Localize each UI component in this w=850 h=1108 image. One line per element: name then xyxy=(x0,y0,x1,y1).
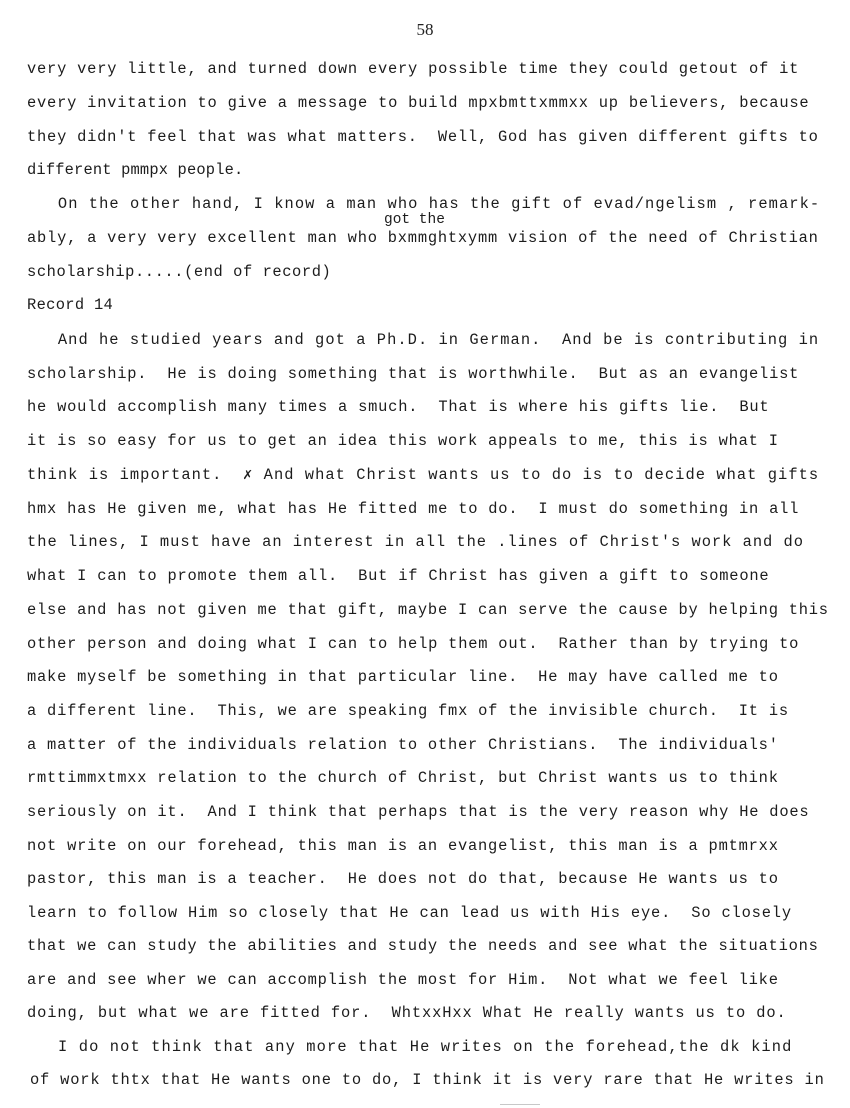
text-line: not write on our forehead, this man is an evangelist, this man is a pmtmrxx xyxy=(27,837,779,855)
text-line: else and has not given me that gift, maybe I can serve the cause by helping this xyxy=(27,601,829,619)
text-line: a matter of the individuals relation to other Christians. The individuals' xyxy=(27,736,779,754)
text-line: the lines, I must have an interest in all the .lines of Christ's work and do xyxy=(27,533,804,551)
text-line: think is important. ✗ And what Christ wants us to do is to decide what gifts xyxy=(27,466,820,484)
text-line: are and see wher we can accomplish the most for Him. Not what we feel like xyxy=(27,971,779,989)
text-line: hmx has He given me, what has He fitted me to do. I must do something in all xyxy=(27,500,800,518)
text-line: he would accomplish many times a smuch. That is where his gifts lie. But xyxy=(27,398,770,416)
text-line: Record 14 xyxy=(27,296,114,314)
text-line: what I can to promote them all. But if Christ has given a gift to someone xyxy=(27,567,770,585)
text-line: very very little, and turned down every possible time they could getout of it xyxy=(27,60,800,78)
text-line: And he studied years and got a Ph.D. in German. And be is contributing in xyxy=(27,331,820,349)
text-line: seriously on it. And I think that perhaps that is the very reason why He does xyxy=(27,803,810,821)
handwritten-insertion: got the xyxy=(384,212,445,228)
text-line: I do not think that any more that He writes on the forehead,the dk kind xyxy=(27,1038,793,1056)
page-number: 58 xyxy=(416,20,434,39)
text-line: learn to follow Him so closely that He can lead us with His eye. So closely xyxy=(27,904,792,922)
text-line: every invitation to give a message to build mpxbmttxmmxx up believers, because xyxy=(27,94,810,112)
text-line: other person and doing what I can to help them out. Rather than by trying to xyxy=(27,635,800,653)
text-line: scholarship.....(end of record) xyxy=(27,263,332,281)
text-line: it is so easy for us to get an idea this work appeals to me, this is what I xyxy=(27,432,779,450)
text-line: doing, but what we are fitted for. WhtxxHxx What He really wants us to do. xyxy=(27,1004,787,1022)
text-line: ably, a very very excellent man who bxmmghtxymm vision of the need of Christian xyxy=(27,229,819,247)
text-line: scholarship. He is doing something that is worthwhile. But as an evangelist xyxy=(27,365,800,383)
text-line: On the other hand, I know a man who has the gift of evad/ngelism , remark- xyxy=(27,195,821,213)
text-line: that we can study the abilities and study the needs and see what the situations xyxy=(27,937,819,955)
text-line: pastor, this man is a teacher. He does not do that, because He wants us to xyxy=(27,870,779,888)
text-line: a different line. This, we are speaking fmx of the invisible church. It is xyxy=(27,702,789,720)
text-line: make myself be something in that particular line. He may have called me to xyxy=(27,668,779,686)
text-line: they didn't feel that was what matters. Well, God has given different gifts to xyxy=(27,128,819,146)
text-line: of work thtx that He wants one to do, I think it is very rare that He writes in xyxy=(30,1071,825,1089)
text-line: different pmmpx people. xyxy=(27,161,244,179)
text-line: rmttimmxtmxx relation to the church of Christ, but Christ wants us to think xyxy=(27,769,779,787)
stray-mark xyxy=(500,1104,540,1105)
